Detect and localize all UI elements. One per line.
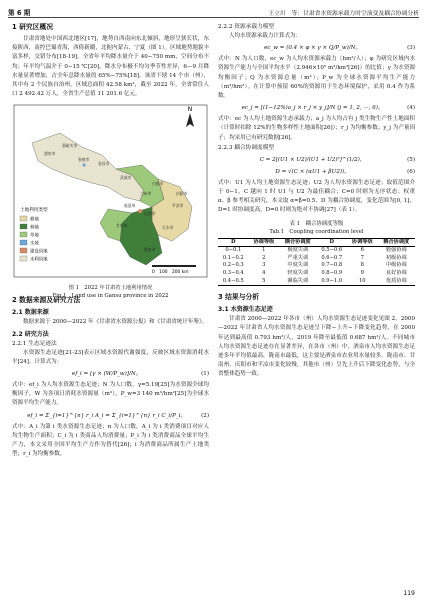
equation-3-number: (3) xyxy=(407,45,415,52)
equation-2-number: (2) xyxy=(201,412,209,419)
city-label: 天水市 xyxy=(162,225,174,231)
coupling-coordination-table xyxy=(218,238,415,287)
table-cell: 0.1−0.2 xyxy=(222,254,244,261)
equation-4-body: ec_j = [(1−12%)a_j × r_j × y_j]/N (j = 1, 2, ···, 6)。 xyxy=(241,105,384,112)
table-cell: 0.6−0.7 xyxy=(321,254,343,261)
equation-4 xyxy=(218,103,415,113)
figure-1-caption-cn: 图 1 2022 年甘肃省土地利用情况 xyxy=(68,284,153,291)
table-cell: 中级协调 xyxy=(385,262,407,269)
section-1-title: 1 研究区概况 xyxy=(12,23,54,31)
table-body xyxy=(218,247,415,286)
table-row xyxy=(218,278,415,286)
right-column xyxy=(218,22,415,380)
section-3-1-paragraph: 甘肃省 2000—2022 年各市（州）人均水资源生态足迹变化见图 2。2000—2022 年甘肃省人均水资源生态足迹呈下降−上升−下降变化趋势，在 2000 年达到最高值 0.793 hm²/人，2019 年降至最低值 0.687 hm²/人。不同城市人均水资源生态足迹存在显著差异，在各市（州）中，酒泉市人均水资源生态足迹多年平均值最高，陇南市最低，这主要是酒泉市农业用水量较多。陇南市、甘南州、庆阳市和平凉市变化较慢，其他市（州）呈先上升后下降变化态势，与全省整体趋势一致。 xyxy=(218,316,415,378)
table-cell: 3 xyxy=(262,262,266,269)
city-label: 酒泉市 xyxy=(44,151,56,157)
section-2-2-2-paragraph-1: 人均水资源承载力计算式为： xyxy=(229,33,302,39)
equation-2 xyxy=(12,411,209,421)
table-header-cell: D xyxy=(316,238,347,247)
table-cell: 0.7−0.8 xyxy=(321,262,343,269)
table-row xyxy=(218,247,415,255)
equation-4-number: (4) xyxy=(407,105,415,112)
table-cell: 6 xyxy=(360,247,364,254)
page-number: 119 xyxy=(403,590,415,597)
table-cell: 0−0.1 xyxy=(225,247,242,254)
table-cell: 中度失调 xyxy=(287,262,309,269)
legend-label: 未利用地 xyxy=(30,257,48,263)
table-cell: 濒临失调 xyxy=(279,278,316,286)
figure-1-caption-en: Fig.1 Land use in Gansu province in 2022 xyxy=(52,292,169,299)
table-cell: 极度失调 xyxy=(287,247,309,254)
table-cell: 1 xyxy=(262,247,266,254)
city-label: 兰州市 xyxy=(140,191,152,197)
section-2-2-1-paragraph-3: 式中：A_i 为第 i 类水资源生态足迹；n 为人口数，A_i 为 i 类消费项目对应人均生物生产面积；C_i 为 i 类商品人均消费量；P_i 为 i 类消费商品全球平均生产力，本文采用全国平均生产力作为替代[26]；i 为消费商品所属生产土地类型；r_i 为均衡参数。 xyxy=(12,423,209,458)
equation-6 xyxy=(218,167,415,177)
equation-5-body: C = 2[(U1 × U2)/(U1 + U2)²]^(1/2)， xyxy=(259,156,366,163)
city-label: 金昌市 xyxy=(98,161,110,167)
city-label: 临夏州 xyxy=(124,203,136,209)
city-label: 庆阳市 xyxy=(176,191,188,197)
city-label: 陇南市 xyxy=(144,247,156,253)
legend-swatch xyxy=(20,232,27,237)
running-title: 王立川 等：甘肃省水资源承载力时空演变及耦合协调分析 xyxy=(268,11,419,17)
equation-1-number: (1) xyxy=(201,371,209,378)
city-label: 甘南州 xyxy=(116,223,128,229)
scale-bar xyxy=(152,265,196,267)
section-2-2-1-title: 2.2.1 生态足迹法 xyxy=(12,340,57,347)
table-1-caption-cn: 表 1 耦合协调度等级 xyxy=(289,220,344,227)
legend-label: 耕地 xyxy=(30,217,39,223)
section-2-2-1-paragraph-1: 水资源生态足迹[21-23]表示区域水资源代谢强度，反映区域水资源消耗水平[24]。计算式为： xyxy=(12,349,209,365)
table-header-cell: 耦合协调度 xyxy=(279,238,316,247)
running-header xyxy=(8,5,419,17)
legend-swatch xyxy=(20,240,27,245)
table-cell: 2 xyxy=(262,254,266,261)
equation-2-body: ef_i = Σ_{i=1}^{n} r_i A_i = Σ_{i=1}^{n} r_i C_i/P_i。 xyxy=(27,412,186,419)
section-2-title: 2 数据来源及研究方法 xyxy=(12,296,81,305)
table-cell: 0.2−0.3 xyxy=(222,262,244,269)
table-cell: 0.9−1.0 xyxy=(316,278,347,286)
urban-patch xyxy=(138,209,142,213)
section-2-2-1-paragraph-2: 式中：ef_i 为人均水资源生态足迹；N 为人口数，γ=5.19[25]为水资源全球均衡因子，W 为各项日消耗水资源量（m³），P_w=3 140 m³/hm²[25]为全球水资源平均生产能力。 xyxy=(12,382,209,407)
table-1-caption-en: Tab.1 Coupling coordination level xyxy=(269,228,364,235)
legend-label: 建设用地 xyxy=(30,249,48,255)
equation-6-number: (6) xyxy=(407,168,415,175)
section-2-2-2-title: 2.2.2 资源承载力模型 xyxy=(218,24,275,30)
equation-6-body: D = √(C × (αU1 + βU2))。 xyxy=(275,168,350,175)
table-cell: 4 xyxy=(262,270,266,277)
city-label: 张掖市 xyxy=(78,157,90,163)
equation-5-number: (5) xyxy=(407,156,415,163)
table-cell: 0.8−0.9 xyxy=(321,270,343,277)
section-2-1-title: 2.1 数据来源 xyxy=(12,309,49,317)
legend-label: 水域 xyxy=(30,241,39,247)
water-patch xyxy=(82,164,85,167)
table-row xyxy=(218,270,415,278)
table-cell: 0.3−0.4 xyxy=(222,270,244,277)
legend-swatch xyxy=(20,256,27,261)
table-cell: 5 xyxy=(249,278,279,286)
legend-swatch xyxy=(20,216,27,221)
section-3-1-title: 3.1 水资源生态足迹 xyxy=(218,306,273,314)
section-2-2-title: 2.2 研究方法 xyxy=(12,330,49,338)
equation-3 xyxy=(218,43,415,53)
equation-5 xyxy=(218,155,415,165)
legend-title: 土地利用类型 xyxy=(20,208,48,214)
table-cell: 10 xyxy=(347,278,377,286)
table-cell: 0.4−0.5 xyxy=(218,278,249,286)
equation-1-body: ef_i = [γ × (W/P_w)]/N。 xyxy=(71,371,142,378)
table-cell: 良好协调 xyxy=(385,270,407,277)
city-label: 白银市 xyxy=(152,181,164,187)
table-header-cell: 协调等级 xyxy=(249,238,279,247)
table-cell: 轻度失调 xyxy=(287,270,309,277)
table-header-cell: 耦合协调度 xyxy=(378,238,415,247)
section-2-1-paragraph: 数据来源于 2000—2022 年《甘肃省水资源公报》和《甘肃省统计年鉴》。 xyxy=(23,319,208,326)
table-cell: 9 xyxy=(360,270,364,277)
legend-label: 草地 xyxy=(30,233,39,239)
section-1-paragraph: 甘肃省地处中国西北地区[17]，地势自西南向东北倾斜，地形呈狭长状，东接陕西，南控巴蜀青海，西倚新疆，北扼内蒙古、宁夏（图 1）。区域地势地貌丰富多样，交错分布[18-19]。全省年平均降水量介于 40−750 mm，空间分布不均；年平均气温介于 0−15 ℃[20]，降水分布极不均匀季节性差异，6—9 月降水量显著增加，占全年总降水量的 65%−75%[18]。该省下辖 14 个市（州），其中有 2 个民族自治州，区域总面积 42.58 km²，截至 2022 年，全省常住人口 2 492.42 万人，全省生产总值 11 201.6 亿元。 xyxy=(12,36,209,98)
table-row xyxy=(218,262,415,270)
scale-bar-label: 0 100 200 km xyxy=(152,270,189,276)
legend-swatch xyxy=(20,248,27,253)
table-header-row xyxy=(218,238,415,247)
city-label: 武威市 xyxy=(120,175,132,181)
left-column xyxy=(12,22,209,459)
table-cell: 8 xyxy=(360,262,364,269)
land-use-map xyxy=(12,103,209,279)
table-cell: 7 xyxy=(360,254,364,261)
header-rule xyxy=(8,17,419,18)
figure-1-map xyxy=(12,103,209,299)
legend-swatch xyxy=(20,224,27,229)
table-cell: 严重失调 xyxy=(287,254,309,261)
table-cell: 初级协调 xyxy=(385,254,407,261)
city-label: 定西市 xyxy=(144,211,156,217)
table-header-cell: D xyxy=(218,238,249,247)
issue-number: 第 6 期 xyxy=(8,9,31,17)
city-label: 嘉峪关市 xyxy=(62,143,78,149)
table-cell: 勉强协调 xyxy=(385,247,407,254)
legend-label: 林地 xyxy=(30,225,39,231)
north-label: N xyxy=(187,106,193,114)
section-2-2-3-title: 2.2.3 耦合协调度模型 xyxy=(218,144,275,151)
table-cell: 优质协调 xyxy=(378,278,415,286)
section-2-2-3-paragraph: 式中：U1 为人均土地资源生态足迹；U2 为人均水资源生态足迹；取值范围介于 0−1，C 越向 1 时 U1 与 U2 为最佳耦合；C=0 时则为无序状态；权重 α、β 参考相关研究，本文取 α=β=0.5，D 为耦合协调度，变化范围为[0, 1]，D=1 时协调度高，D=0 时则为绝对不协调[27]（表 1）。 xyxy=(218,179,415,214)
table-cell: 0.5−0.6 xyxy=(321,247,343,254)
section-3-title: 3 结果与分析 xyxy=(218,293,260,302)
table-header-cell: 协调等级 xyxy=(347,238,377,247)
section-2-2-2-paragraph-2: 式中：N 为人口数，ec_w 为人均水资源承载力（hm²/人）；φ 为研究区域内水资源生产能力与全国平均水平（2.946×10⁵ m³/km²[26]）的比值；γ 为水资源均衡因子；Q 为水资源总量（m³）；P_w 为全球水资源平均生产能力（m³/hm²）。在计算中预留 60%的资源用于生态环境保护，采用 0.4 作为系数。 xyxy=(218,56,415,100)
equation-3-body: ec_w = (0.4 × φ × γ × Q/P_w)/N。 xyxy=(264,45,362,52)
city-label: 平凉市 xyxy=(172,203,184,209)
equation-1 xyxy=(12,369,209,379)
section-2-2-2-paragraph-3: 式中：ec 为人均土地资源生态承载力；a_j 为人均占有 j 类生物生产性土地面积（计算时扣除 12%的生物多样性土地面积[26]）；r_j 为均衡参数；y_j 为产量因子；均采用已有研究数据[26]。 xyxy=(218,116,415,141)
